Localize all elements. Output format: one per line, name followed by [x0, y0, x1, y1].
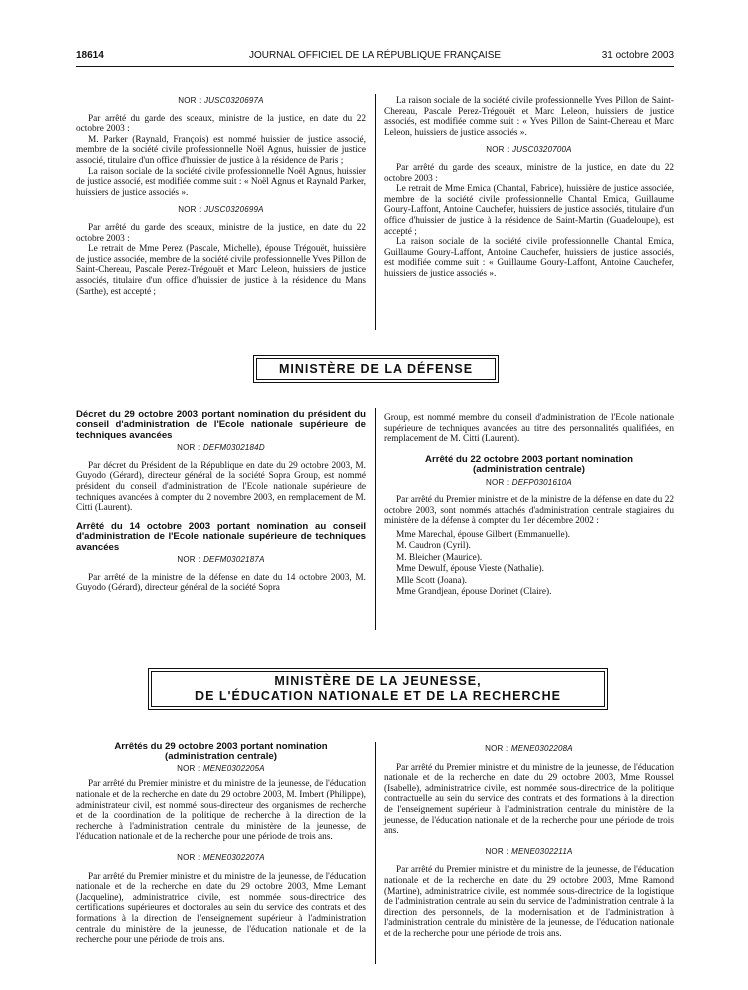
paragraph: La raison sociale de la société civile professionnelle Chantal Emica, Guillaume Goury-Laffont, Antoine Cauchefer, huissiers de justice associés, est modifiée comme suit : « Guillaume Goury-Laffont, Antoine Cauchefer, huissiers de justice associés ». — [384, 237, 674, 279]
list-item: M. Bleicher (Maurice). — [396, 552, 483, 563]
nor-reference: NOR : JUSC0320699A — [178, 205, 264, 215]
journal-title: JOURNAL OFFICIEL DE LA RÉPUBLIQUE FRANÇAISE — [248, 50, 502, 61]
paragraph: Le retrait de Mme Perez (Pascale, Michelle), épouse Trégouët, huissière de justice associée, membre de la société civile professionnelle Yves Pillon de Saint-Chereau, Pascale Perez-Trégouët et Marc Leleon, huissiers de justice associés, titulaire d'un office d'huissier de justice à la résidence du Mans (Sarthe), est accepté ; — [76, 244, 366, 297]
list-item: Mme Dewulf, épouse Vieste (Nathalie). — [396, 564, 544, 575]
nor-reference: NOR : DEFP0301610A — [486, 477, 572, 487]
paragraph: Par arrêté du Premier ministre et du ministre de la jeunesse, de l'éducation nationale et de la recherche en date du 29 octobre 2003, Mme Roussel (Isabelle), administratrice civile, est nommée sous-directrice de la politique contractuelle au sein du service des contrats et des formations à la direction de l'enseignement supérieur à l'administration centrale du ministère de la jeunesse, de l'éducation nationale et de la recherche pour une période de trois ans. — [384, 762, 674, 837]
paragraph: Par arrêté de la ministre de la défense en date du 14 octobre 2003, M. Guyodo (Gérard), directeur général de la société Sopra — [76, 572, 366, 594]
decree-title: Arrêté du 22 octobre 2003 portant nomination (administration centrale) — [425, 453, 633, 476]
defense-right-column — [384, 413, 674, 598]
page-number: 18614 — [76, 50, 104, 61]
nor-reference: NOR : DEFM0302187A — [177, 555, 265, 564]
ministry-title-line2: DE L'ÉDUCATION NATIONALE ET DE LA RECHERCHE — [195, 689, 561, 703]
header-rule — [76, 66, 674, 67]
defense-left-column — [76, 410, 366, 594]
ministry-education-banner — [148, 668, 608, 710]
list-item: Mlle Scott (Joana). — [396, 575, 468, 586]
paragraph: La raison sociale de la société civile professionnelle Yves Pillon de Saint-Chereau, Pascale Perez-Trégouët et Marc Leleon, huissiers de justice associés, est modifiée comme suit : « Yves Pillon de Saint-Chereau et Marc Leleon, huissiers de justice associés ». — [384, 96, 674, 138]
paragraph: Par arrêté du Premier ministre et du ministre de la jeunesse, de l'éducation nationale et de la recherche en date du 29 octobre 2003, Mme Lemant (Jacqueline), administratrice civile, est nommée sous-directrice des certifications supérieures et doctorales au sein du service des contrats et des formations à la direction de l'enseignement supérieur à l'administration centrale du ministère de la jeunesse, de l'éducation nationale et de la recherche pour une période de trois ans. — [76, 871, 366, 946]
list-item: Mme Grandjean, épouse Dorinet (Claire). — [396, 587, 552, 597]
nor-reference: NOR : MENE0302205A — [177, 763, 265, 773]
education-left-column — [76, 742, 366, 946]
nor-reference: NOR : MENE0302207A — [177, 852, 265, 862]
paragraph: Group, est nommé membre du conseil d'administration de l'Ecole nationale supérieure de techniques avancées au titre des personnalités qualifiées, en remplacement de M. Citti (Laurent). — [384, 413, 674, 445]
nor-reference: NOR : MENE0302211A — [485, 846, 573, 856]
decree-title: Arrêtés du 29 octobre 2003 portant nomination (administration centrale) — [114, 741, 328, 763]
paragraph: Par décret du Président de la République en date du 29 octobre 2003, M. Guyodo (Gérard), directeur général de la société Sopra Group, est nommé président du conseil d'administration de l'Ecole nationale supérieure de techniques avancées à compter du 2 novembre 2003, en remplacement de M. Citti (Laurent). — [76, 460, 366, 514]
justice-right-column — [384, 96, 674, 280]
list-item: Mme Marechal, épouse Gilbert (Emmanuelle). — [396, 529, 570, 540]
paragraph: Par arrêté du garde des sceaux, ministre de la justice, en date du 22 octobre 2003 : — [76, 222, 366, 244]
paragraph: Par arrêté du garde des sceaux, ministre de la justice, en date du 22 octobre 2003 : — [76, 113, 366, 135]
justice-left-column — [76, 96, 366, 297]
paragraph: Par arrêté du Premier ministre et du ministre de la jeunesse, de l'éducation nationale et de la recherche en date du 29 octobre 2003, M. Imbert (Philippe), administrateur civil, est nommé sous-directeur des organismes de recherche et de la coordination de la politique de recherche à la direction de la recherche à l'administration centrale du ministère de la jeunesse, de l'éducation nationale et de la recherche pour une période de trois ans. — [76, 779, 366, 843]
education-right-column — [384, 744, 674, 940]
paragraph: Par arrêté du Premier ministre et du ministre de la jeunesse, de l'éducation nationale et de la recherche en date du 29 octobre 2003, Mme Ramond (Martine), administratrice civile, est nommée sous-directrice de la logistique de l'administration centrale au sein du service de l'administration centrale à la direction des personnels, de la modernisation et de l'administration à l'administration centrale du ministère de la jeunesse, de l'éducation nationale et de la recherche pour une période de trois ans. — [384, 865, 674, 939]
column-divider — [375, 742, 376, 964]
nor-reference: NOR : MENE0302208A — [485, 744, 573, 753]
names-list — [384, 530, 674, 598]
column-divider — [375, 94, 376, 330]
ministry-title: MINISTÈRE DE LA DÉFENSE — [256, 358, 496, 380]
list-item: M. Caudron (Cyril). — [396, 541, 471, 552]
column-divider — [375, 408, 376, 630]
ministry-title — [151, 671, 605, 707]
nor-reference: NOR : JUSC0320697A — [178, 96, 264, 105]
ministry-title-line1: MINISTÈRE DE LA JEUNESSE, — [274, 674, 482, 688]
issue-date: 31 octobre 2003 — [601, 50, 674, 61]
nor-reference: NOR : JUSC0320700A — [486, 145, 572, 155]
paragraph: Par arrêté du Premier ministre et de la ministre de la défense en date du 22 octobre 2003, sont nommés attachés d'administration centrale stagiaires du ministère de la défense à compter du 1er décembre 2002 : — [384, 495, 674, 527]
paragraph: Par arrêté du garde des sceaux, ministre de la justice, en date du 22 octobre 2003 : — [384, 162, 674, 184]
nor-reference: NOR : DEFM0302184D — [177, 443, 265, 453]
paragraph: M. Parker (Raynald, François) est nommé huissier de justice associé, membre de la société civile professionnelle Noël Agnus, huissier de justice associé, titulaire d'un office d'huissier de justice à la résidence de Paris ; — [76, 134, 366, 166]
paragraph: La raison sociale de la société civile professionnelle Noël Agnus, huissier de justice associé, est modifiée comme suit : « Noël Agnus et Raynald Parker, huissiers de justice associés ». — [76, 166, 366, 198]
decree-title: Arrêté du 14 octobre 2003 portant nomination au conseil d'administration de l'Ecole nationale supérieure de techniques avancées — [76, 520, 366, 553]
ministry-defense-banner — [253, 355, 499, 383]
paragraph: Le retrait de Mme Emica (Chantal, Fabrice), huissière de justice associée, membre de la société civile professionnelle Chantal Emica, Guillaume Goury-Laffont, Antoine Cauchefer, huissiers de justice associés, titulaire d'un office d'huissier de justice à la résidence de Saint-Martin (Guadeloupe), est accepté ; — [384, 184, 674, 237]
page-header — [76, 50, 674, 64]
decree-title: Décret du 29 octobre 2003 portant nomination du président du conseil d'administration de l'Ecole nationale supérieure de techniques avancées — [76, 409, 366, 441]
